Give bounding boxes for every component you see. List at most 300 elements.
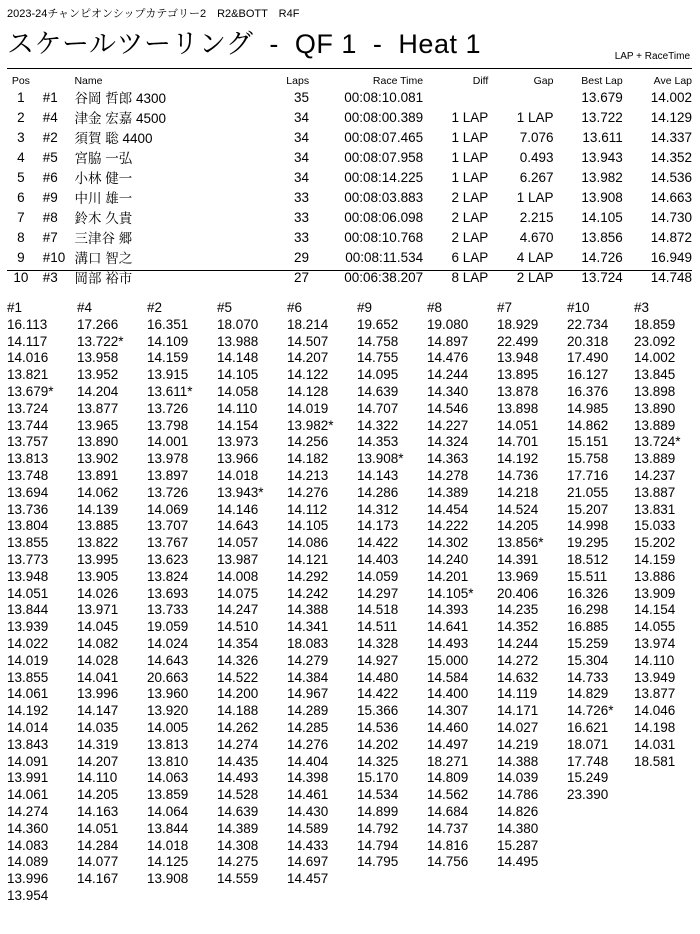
lap-time: 13.908*: [357, 451, 404, 467]
lap-time: 14.328: [357, 635, 399, 651]
lap-time: 18.214: [287, 316, 329, 332]
lap-time: 14.643: [147, 652, 189, 668]
lap-time: 14.360: [7, 820, 49, 836]
lap-time: 14.035: [77, 719, 119, 735]
lap-time: 16.351: [147, 316, 189, 332]
result-best-lap: 13.611: [582, 129, 623, 145]
result-race-time: 00:08:00.389: [344, 109, 424, 125]
lap-time: 14.022: [7, 635, 49, 651]
col-pos: Pos: [11, 74, 30, 87]
lap-time: 14.404: [287, 753, 329, 769]
result-best-lap: 13.722: [581, 109, 623, 125]
result-pos: 6: [17, 189, 25, 205]
lap-time: 14.213: [287, 467, 329, 483]
lap-time: 14.110: [634, 652, 675, 668]
lap-time: 14.393: [427, 602, 469, 618]
result-gap: 0.493: [519, 149, 554, 165]
lap-time: 14.546: [427, 400, 469, 416]
lap-column: [357, 300, 427, 871]
lap-time: 14.222: [427, 518, 469, 534]
result-ave-lap: 16.949: [650, 249, 692, 265]
lap-time: 14.014: [7, 719, 49, 735]
col-laps: Laps: [286, 74, 310, 87]
lap-time: 15.249: [567, 770, 609, 786]
lap-time: 14.272: [497, 652, 539, 668]
result-pos: 9: [17, 249, 25, 265]
result-race-time: 00:08:11.534: [345, 249, 424, 265]
lap-column-car-number: #10: [567, 300, 590, 315]
lap-time: 14.278: [427, 467, 469, 483]
result-gap: [488, 87, 553, 107]
result-race-time: 00:08:07.465: [344, 129, 424, 145]
result-car-number: #8: [42, 209, 58, 225]
lap-time: 13.909: [634, 585, 676, 601]
result-race-time: 00:08:10.768: [344, 229, 424, 245]
lap-time: 16.298: [567, 602, 609, 618]
result-laps: 34: [294, 169, 310, 185]
lap-time: 18.271: [427, 753, 469, 769]
result-best-lap: 13.679: [581, 89, 623, 105]
lap-time: 16.113: [7, 316, 48, 332]
lap-time: 15.207: [567, 501, 609, 517]
lap-time: 14.736: [497, 467, 539, 483]
result-car-number: #2: [42, 129, 58, 145]
lap-time: 19.295: [567, 535, 609, 551]
result-race-time: 00:08:03.883: [344, 189, 424, 205]
lap-time: 14.117: [7, 333, 48, 349]
result-driver-name: 岡部 裕市: [74, 271, 133, 286]
lap-time: 13.982*: [287, 417, 334, 433]
lap-time: 14.639: [357, 383, 399, 399]
lap-time: 14.247: [217, 602, 259, 618]
result-ave-lap: 14.872: [650, 229, 692, 245]
result-car-number: #6: [42, 169, 58, 185]
lap-time: 17.716: [567, 467, 609, 483]
lap-time: 13.960: [147, 686, 189, 702]
lap-time: 14.792: [357, 820, 399, 836]
lap-time: 13.855: [7, 669, 49, 685]
lap-time: 13.813: [7, 451, 49, 467]
lap-time: 13.971: [77, 602, 119, 618]
lap-time: 16.376: [567, 383, 609, 399]
page-title: スケールツーリング - QF 1 - Heat 1: [7, 29, 481, 59]
lap-time: 14.205: [77, 787, 119, 803]
lap-time: 14.148: [217, 350, 259, 366]
result-pos: 2: [17, 109, 25, 125]
lap-time: 19.652: [357, 316, 399, 332]
result-pos: 8: [17, 229, 25, 245]
lap-time: 13.886: [634, 568, 676, 584]
lap-time: 14.899: [357, 803, 399, 819]
lap-time: 14.159: [634, 551, 676, 567]
lap-time: 14.289: [287, 703, 329, 719]
lap-time: 14.256: [287, 434, 329, 450]
lap-time: 14.341: [287, 619, 329, 635]
lap-time: 14.536: [357, 719, 399, 735]
lap-time: 13.939: [7, 619, 49, 635]
lap-time: 14.154: [634, 602, 676, 618]
result-car-number: #9: [42, 189, 58, 205]
lap-time: 14.146: [217, 501, 259, 517]
result-gap: 7.076: [519, 129, 554, 145]
lap-time: 18.512: [567, 551, 609, 567]
lap-time: 13.877: [634, 686, 676, 702]
lap-time: 23.092: [634, 333, 676, 349]
result-ave-lap: 14.536: [650, 169, 692, 185]
lap-time: 14.285: [287, 719, 329, 735]
lap-time: 14.435: [217, 753, 259, 769]
result-diff: 1 LAP: [451, 149, 489, 165]
lap-time: 14.202: [357, 736, 399, 752]
lap-time: 13.897: [147, 467, 189, 483]
result-driver-name: 溝口 智之: [74, 251, 133, 266]
lap-time: 14.340: [427, 383, 469, 399]
lap-time: 13.887: [634, 484, 676, 500]
result-diff: 1 LAP: [451, 169, 489, 185]
lap-time: 14.389: [427, 484, 469, 500]
lap-time: 13.859: [147, 787, 189, 803]
lap-time: 14.173: [357, 518, 399, 534]
lap-time: 13.845: [634, 367, 676, 383]
lap-time: 14.154: [217, 417, 259, 433]
lap-time: 14.319: [77, 736, 119, 752]
lap-time: 13.856*: [497, 535, 544, 551]
lap-time: 15.366: [357, 703, 399, 719]
lap-time: 14.018: [217, 467, 259, 483]
lap-time: 14.312: [357, 501, 399, 517]
result-ave-lap: 14.337: [650, 129, 692, 145]
lap-time: 13.813: [147, 736, 189, 752]
lap-time: 14.057: [217, 535, 259, 551]
lap-time: 13.733: [147, 602, 189, 618]
lap-time: 14.055: [634, 619, 676, 635]
lap-time: 14.182: [287, 451, 329, 467]
lap-time: 14.422: [357, 686, 399, 702]
lap-time: 14.493: [217, 770, 259, 786]
lap-time: 13.623: [147, 551, 189, 567]
lap-time: 13.987: [217, 551, 259, 567]
result-laps: 33: [294, 229, 310, 245]
lap-time: 13.978: [147, 451, 189, 467]
lap-time: 14.786: [497, 787, 539, 803]
lap-column: [497, 300, 567, 871]
result-gap: 2.215: [519, 209, 554, 225]
lap-time: 17.266: [77, 316, 119, 332]
lap-time: 13.949: [634, 669, 676, 685]
result-driver-name: 小林 健一: [74, 171, 133, 186]
result-gap: 4.670: [519, 229, 554, 245]
lap-time: 13.905: [77, 568, 119, 584]
lap-time: 13.736: [7, 501, 49, 517]
result-diff: 2 LAP: [451, 229, 489, 245]
result-laps: 34: [294, 109, 310, 125]
lap-time: 14.707: [357, 400, 399, 416]
lap-time: 14.528: [217, 787, 259, 803]
result-diff: 6 LAP: [451, 249, 489, 265]
lap-time: 18.071: [567, 736, 609, 752]
lap-time: 18.581: [634, 753, 676, 769]
lap-time: 13.898: [634, 383, 676, 399]
lap-time: 14.398: [287, 770, 329, 786]
col-ave-lap: Ave Lap: [653, 74, 692, 87]
lap-time: 14.584: [427, 669, 469, 685]
lap-time: 13.822: [77, 535, 119, 551]
result-driver-name: 須賀 聡 4400: [74, 131, 153, 146]
result-car-number: #1: [42, 89, 58, 105]
lap-column-car-number: #1: [7, 300, 23, 315]
result-race-time: 00:08:07.958: [344, 149, 424, 165]
event-subtitle: 2023-24チャンピオンシップカテゴリー2 R2&BOTT R4F: [7, 8, 300, 20]
lap-time: 14.701: [497, 434, 539, 450]
lap-time: 13.890: [634, 400, 676, 416]
col-name: Name: [74, 74, 103, 87]
lap-time: 15.287: [497, 837, 539, 853]
lap-time: 14.325: [357, 753, 399, 769]
lap-time: 14.274: [217, 736, 259, 752]
lap-time: 13.948: [7, 568, 49, 584]
lap-time: 14.083: [7, 837, 49, 853]
result-car-number: #3: [42, 269, 58, 285]
lap-time: 14.737: [427, 820, 469, 836]
lap-time: 23.390: [567, 787, 609, 803]
lap-time: 14.816: [427, 837, 469, 853]
lap-time: 13.958: [77, 350, 119, 366]
lap-time: 13.943*: [217, 484, 264, 500]
result-diff: 1 LAP: [451, 109, 489, 125]
lap-time: 13.991: [7, 770, 49, 786]
lap-time: 14.507: [287, 333, 329, 349]
lap-time: 14.242: [287, 585, 329, 601]
lap-time: 14.005: [147, 719, 189, 735]
result-ave-lap: 14.129: [650, 109, 692, 125]
lap-time: 14.322: [357, 417, 399, 433]
lap-time: 14.008: [217, 568, 259, 584]
lap-time: 13.679*: [7, 383, 54, 399]
lap-time: 22.499: [497, 333, 539, 349]
lap-time: 14.051: [497, 417, 539, 433]
result-row: [7, 147, 692, 167]
lap-time: 20.663: [147, 669, 189, 685]
lap-time: 13.855: [7, 535, 49, 551]
result-pos: 10: [13, 269, 29, 285]
result-row: [7, 167, 692, 187]
lap-time: 14.354: [217, 635, 259, 651]
lap-time: 14.302: [427, 535, 469, 551]
lap-time: 22.734: [567, 316, 609, 332]
lap-time: 14.237: [634, 467, 676, 483]
lap-time: 15.170: [357, 770, 399, 786]
lap-time: 14.353: [357, 434, 399, 450]
lap-time: 14.051: [77, 820, 119, 836]
result-driver-name: 鈴木 久貴: [74, 211, 133, 226]
lap-time: 14.284: [77, 837, 119, 853]
lap-time: 14.188: [217, 703, 259, 719]
lap-time: 14.122: [287, 367, 329, 383]
lap-time: 14.121: [287, 551, 329, 567]
result-diff: 8 LAP: [451, 269, 489, 285]
lap-time: 14.110: [77, 770, 118, 786]
lap-time: 14.244: [427, 367, 469, 383]
col-diff: Diff: [472, 74, 489, 87]
lap-time: 14.159: [147, 350, 189, 366]
lap-time: 15.202: [634, 535, 676, 551]
lap-time: 14.105*: [427, 585, 474, 601]
lap-time: 14.562: [427, 787, 469, 803]
lap-time: 14.227: [427, 417, 469, 433]
lap-time: 13.722*: [77, 333, 124, 349]
lap-column: [147, 300, 217, 888]
lap-time: 14.026: [77, 585, 119, 601]
lap-column-car-number: #9: [357, 300, 373, 315]
lap-time: 14.308: [217, 837, 259, 853]
lap-time: 13.908: [147, 871, 189, 887]
lap-time: 14.756: [427, 854, 469, 870]
lap-time: 13.954: [7, 887, 49, 903]
lap-time: 14.522: [217, 669, 259, 685]
lap-time: 14.200: [217, 686, 259, 702]
lap-time: 14.400: [427, 686, 469, 702]
lap-time: 14.031: [634, 736, 676, 752]
lap-time: 13.902: [77, 451, 119, 467]
lap-time: 14.039: [497, 770, 539, 786]
lap-time: 14.276: [287, 484, 329, 500]
lap-time: 14.518: [357, 602, 399, 618]
display-mode-label: LAP + RaceTime: [614, 51, 690, 62]
lap-time: 13.889: [634, 417, 676, 433]
lap-time: 14.192: [497, 451, 539, 467]
lap-time: 13.824: [147, 568, 189, 584]
lap-time: 14.795: [357, 854, 399, 870]
result-car-number: #10: [42, 249, 66, 265]
lap-time: 14.244: [497, 635, 539, 651]
lap-time: 14.297: [357, 585, 399, 601]
lap-time: 14.279: [287, 652, 329, 668]
header-divider: [7, 68, 692, 69]
lap-time: 13.988: [217, 333, 259, 349]
lap-time: 14.075: [217, 585, 259, 601]
lap-time: 14.063: [147, 770, 189, 786]
lap-column: [7, 300, 77, 905]
lap-time: 14.167: [77, 871, 119, 887]
result-driver-name: 津金 宏嘉 4500: [74, 111, 166, 126]
lap-time: 14.019: [287, 400, 329, 416]
lap-time: 19.080: [427, 316, 469, 332]
lap-time: 14.095: [357, 367, 399, 383]
lap-column-car-number: #5: [217, 300, 233, 315]
lap-time: 13.726: [147, 484, 189, 500]
lap-time: 19.059: [147, 619, 189, 635]
lap-time: 14.794: [357, 837, 399, 853]
lap-time: 14.198: [634, 719, 676, 735]
lap-time: 14.062: [77, 484, 119, 500]
lap-time: 14.495: [497, 854, 539, 870]
lap-time: 14.219: [497, 736, 539, 752]
result-gap: 4 LAP: [516, 249, 554, 265]
lap-time: 15.151: [567, 434, 609, 450]
result-race-time: 00:08:14.225: [344, 169, 424, 185]
lap-time: 20.318: [567, 333, 609, 349]
result-row: [7, 207, 692, 227]
result-best-lap: 13.908: [581, 189, 623, 205]
lap-time: 14.139: [77, 501, 119, 517]
lap-time: 13.898: [497, 400, 539, 416]
result-gap: 6.267: [519, 169, 554, 185]
lap-time: 14.125: [147, 854, 189, 870]
lap-time: 14.016: [7, 350, 49, 366]
lap-time: 14.207: [287, 350, 329, 366]
lap-time: 14.559: [217, 871, 259, 887]
lap-time: 14.639: [217, 803, 259, 819]
lap-time: 13.773: [7, 551, 49, 567]
lap-time: 14.077: [77, 854, 119, 870]
lap-time: 14.086: [287, 535, 329, 551]
result-laps: 29: [294, 249, 310, 265]
lap-time: 13.810: [147, 753, 189, 769]
lap-time: 18.070: [217, 316, 259, 332]
lap-time: 14.589: [287, 820, 329, 836]
lap-time: 14.192: [7, 703, 49, 719]
lap-time: 16.127: [567, 367, 609, 383]
lap-time: 13.798: [147, 417, 189, 433]
lap-time: 14.454: [427, 501, 469, 517]
result-gap: 1 LAP: [516, 109, 554, 125]
lap-time: 14.286: [357, 484, 399, 500]
lap-time: 13.996: [77, 686, 119, 702]
lap-time: 14.091: [7, 753, 49, 769]
lap-time: 14.998: [567, 518, 609, 534]
lap-time: 15.758: [567, 451, 609, 467]
lap-time: 21.055: [567, 484, 609, 500]
lap-time: 13.891: [77, 467, 119, 483]
lap-time: 13.843: [7, 736, 49, 752]
lap-time: 13.948: [497, 350, 539, 366]
lap-time: 14.733: [567, 669, 609, 685]
lap-time: 14.384: [287, 669, 329, 685]
lap-time: 15.000: [427, 652, 469, 668]
lap-time: 14.276: [287, 736, 329, 752]
lap-time: 14.058: [217, 383, 259, 399]
lap-time: 13.611*: [147, 383, 193, 399]
result-diff: [423, 87, 488, 107]
result-pos: 4: [17, 149, 25, 165]
lap-time: 14.024: [147, 635, 189, 651]
result-diff: 1 LAP: [451, 129, 489, 145]
lap-time: 13.895: [497, 367, 539, 383]
lap-time: 13.748: [7, 467, 49, 483]
lap-time: 14.534: [357, 787, 399, 803]
lap-time: 14.235: [497, 602, 539, 618]
lap-time: 14.493: [427, 635, 469, 651]
result-race-time: 00:08:06.098: [344, 209, 424, 225]
lap-time: 13.973: [217, 434, 259, 450]
lap-time: 13.885: [77, 518, 119, 534]
results-header-row: [7, 74, 692, 87]
lap-time: 13.757: [7, 434, 49, 450]
lap-time: 14.051: [7, 585, 49, 601]
result-driver-name: 宮脇 一弘: [74, 151, 133, 166]
lap-time: 14.112: [287, 501, 328, 517]
lap-time: 14.967: [287, 686, 329, 702]
lap-time: 14.061: [7, 787, 49, 803]
lap-time: 14.275: [217, 854, 259, 870]
lap-time: 14.510: [217, 619, 259, 635]
lap-time: 13.952: [77, 367, 119, 383]
lap-time: 13.996: [7, 871, 49, 887]
result-best-lap: 13.943: [581, 149, 623, 165]
lap-time: 14.274: [7, 803, 49, 819]
lap-time: 14.862: [567, 417, 609, 433]
lap-time: 14.352: [497, 619, 539, 635]
